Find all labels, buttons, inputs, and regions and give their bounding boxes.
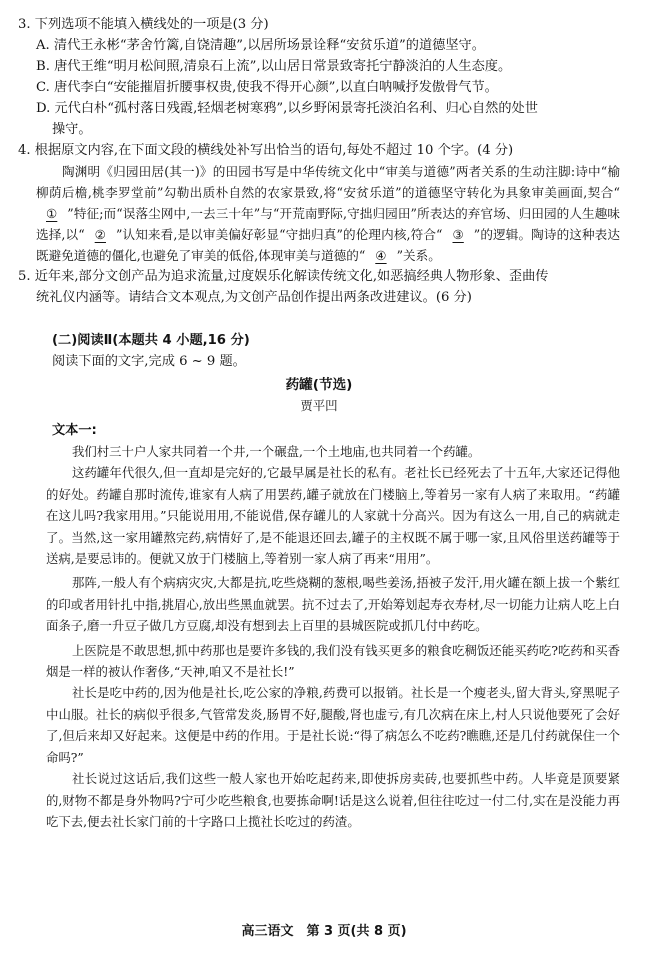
question-5 (18, 266, 620, 308)
story-title: 药罐(节选) (285, 377, 353, 393)
question-5-line-2: 统礼仪内涵等。请结合文本观点,为文创产品创作提出两条改进建议。(6 分) (36, 290, 472, 305)
passage-text-4: ”的逻辑。陶诗的这种表达既避免道德的僵化,也避免了审美的低俗,体现审美与道德的“ (36, 227, 620, 263)
question-3-stem: 3. 下列选项不能填入横线处的一项是(3 分) (18, 17, 269, 32)
story-author: 贾平凹 (300, 398, 338, 413)
passage-text-3: ”认知来看,是以审美偏好彰显“守拙归真”的伦理内核,符合“ (115, 227, 443, 242)
passage-text-5: ”关系。 (396, 248, 441, 263)
blank-1: ① (46, 206, 58, 221)
question-4-passage (18, 161, 620, 266)
story-paragraph-3: 那阵,一般人有个病病灾灾,大都是抗,吃些烧糊的葱根,喝些姜汤,捂被子发汗,用火罐在额上拔一个紫红的印或者用针扎中指,挑眉心,放出些黑血就罢。抗不过去了,开始筹划起寿衣寿材,尽一切能力让病人吃上白面条子,磨一升豆子做几方豆腐,却没有想到去上百里的县城医院或抓几付中药吃。 (46, 575, 620, 634)
story-paragraph-4: 上医院是不敢思想,抓中药那也是要许多钱的,我们没有钱买更多的粮食吃稠饭还能买药吃?吃药和买香烟是一样的被认作奢侈,“天神,咱又不是社长!” (46, 642, 620, 680)
story-paragraph-1: 我们村三十户人家共同着一个井,一个碾盘,一个土地庙,也共同着一个药罐。 (72, 444, 481, 459)
page-footer: 高三语文 第 3 页(共 8 页) (241, 924, 407, 939)
passage-text-2: ”特征;而“误落尘网中,一去三十年”与“开荒南野际,守拙归园田”所表达的弃官场、归田园的人生趣味选择,以“ (36, 206, 620, 242)
story-paragraph-5: 社长是吃中药的,因为他是社长,吃公家的净粮,药费可以报销。社长是一个瘦老头,留大背头,穿黑呢子中山服。社长的病似乎很多,气管常发炎,肠胃不好,腿酸,肾也虚亏,有几次病在床上,村人只说他要死了会好了,但后来却又好起来。这便是中药的作用。于是社长说:“得了病怎么不吃药?瞧瞧,还是几付药就保住一个命吗?” (46, 685, 620, 765)
question-3-option-a: A. 清代王永彬“茅舍竹篱,自饶清趣”,以居所场景诠释“安贫乐道”的道德坚守。 (36, 38, 485, 53)
section-instruction: 阅读下面的文字,完成 6 ~ 9 题。 (52, 354, 246, 369)
blank-3: ③ (452, 227, 464, 242)
text-one-label: 文本一: (52, 423, 97, 438)
blank-2: ② (94, 227, 106, 242)
passage-text-1: 陶渊明《归园田居(其一)》的田园书写是中华传统文化中“审美与道德”两者关系的生动注脚:诗中“榆柳荫后檐,桃李罗堂前”勾勒出质朴自然的农家景致,将“安贫乐道”的道德坚守转化为具象审美画面,契合“ (36, 164, 620, 200)
section-heading: (二)阅读Ⅱ(本题共 4 小题,16 分) (52, 333, 250, 348)
question-5-line-1: 5. 近年来,部分文创产品为追求流量,过度娱乐化解读传统文化,如恶搞经典人物形象、歪曲传 (18, 269, 549, 284)
question-3-option-c: C. 唐代李白“安能摧眉折腰事权贵,使我不得开心颜”,以直白呐喊抒发傲骨气节。 (36, 80, 498, 95)
question-3-option-d: D. 元代白朴“孤村落日残霞,轻烟老树寒鸦”,以乡野闲景寄托淡泊名利、归心自然的处世 (36, 101, 538, 116)
question-4-stem: 4. 根据原文内容,在下面文段的横线处补写出恰当的语句,每处不超过 10 个字。(4 分) (18, 143, 514, 158)
question-3 (18, 14, 620, 140)
question-4 (18, 140, 620, 266)
question-3-option-d-continued: 操守。 (52, 122, 92, 137)
blank-4: ④ (375, 248, 387, 263)
story-paragraph-2: 这药罐年代很久,但一直却是完好的,它最早属是社长的私有。老社长已经死去了十五年,大家还记得他的好处。药罐自那时流传,谁家有人病了用罢药,罐子就放在门楼脑上,等着另一家有人病了来取用。“药罐在这儿吗?我家用用。”只能说用用,不能说借,保存罐儿的人家就十分高兴。因为有这么一用,自己的病就走了。当然,这一家用罐熬完药,病情好了,是不能退还回去,罐子的主权既不属于哪一家,且风俗里送药罐等于送病,是要忌讳的。便就又放于门楼脑上,等着别一家人病了再来“用用”。 (46, 465, 620, 567)
question-3-option-b: B. 唐代王维“明月松间照,清泉石上流”,以山居日常景致寄托宁静淡泊的人生态度。 (36, 59, 512, 74)
story-paragraph-6: 社长说过这话后,我们这些一般人家也开始吃起药来,即使拆房卖砖,也要抓些中药。人毕竟是顶要紧的,财物不都是身外物吗?宁可少吃些粮食,也要拣命啊!话是这么说着,但往往吃过一付二付,实在是没能力再吃下去,便去社长家门前的十字路口上揽社长吃过的药渣。 (46, 771, 620, 829)
